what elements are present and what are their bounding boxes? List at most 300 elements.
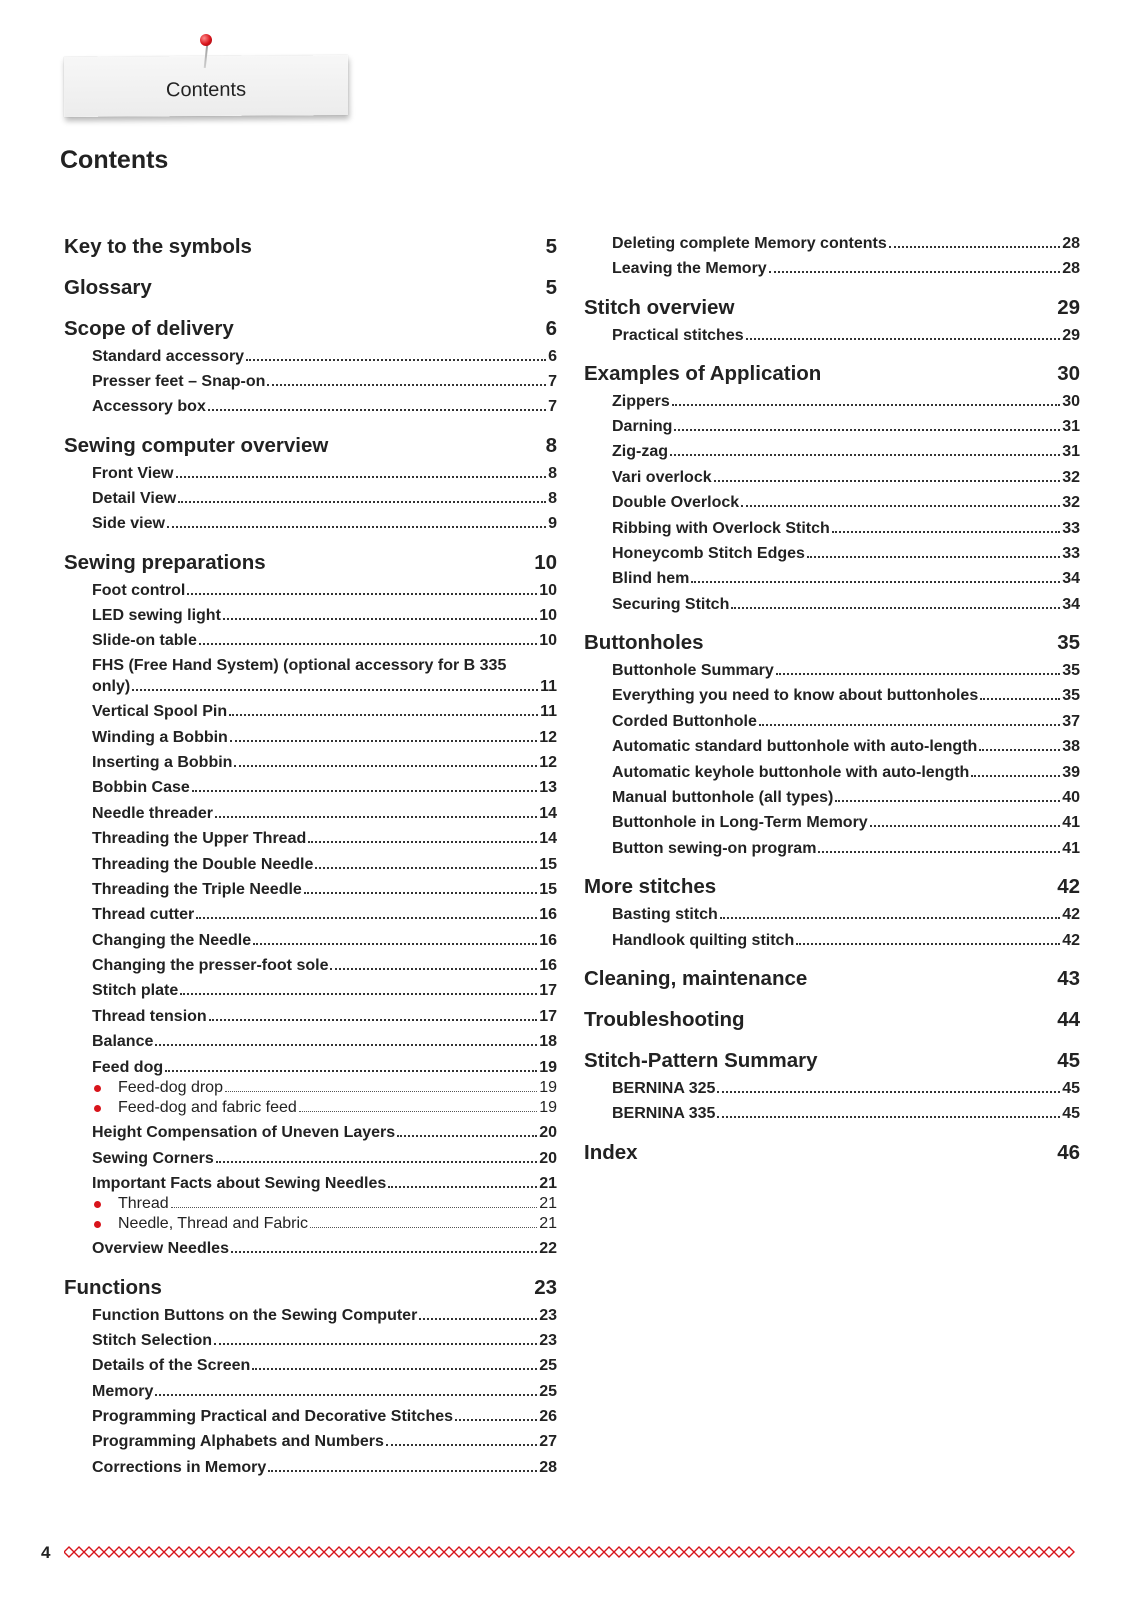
toc-entry-title: Side view (92, 515, 165, 532)
dot-leader (230, 740, 537, 742)
dot-leader (176, 476, 547, 478)
toc-entry[interactable] (64, 754, 557, 772)
toc-section[interactable] (584, 1049, 1080, 1073)
toc-entry[interactable] (584, 932, 1080, 950)
toc-page-number: 11 (540, 678, 557, 695)
toc-entry-title: Threading the Upper Thread (92, 830, 307, 847)
toc-entry-title: Changing the Needle (92, 932, 252, 949)
toc-section[interactable] (584, 296, 1080, 320)
toc-entry-title: Deleting complete Memory contents (612, 235, 887, 252)
toc-entry-title: BERNINA 325 (612, 1080, 716, 1097)
toc-page-number: 22 (539, 1240, 557, 1257)
toc-entry[interactable] (584, 906, 1080, 924)
dot-leader (209, 1019, 538, 1021)
toc-entry-title: Stitch overview (584, 296, 735, 319)
pushpin-icon (200, 34, 212, 46)
toc-page-number: 20 (539, 1150, 557, 1167)
toc-entry-title: Details of the Screen (92, 1357, 251, 1374)
dot-leader (308, 841, 537, 843)
dot-leader (889, 246, 1060, 248)
dot-leader (155, 1394, 537, 1396)
toc-entry[interactable] (64, 1033, 557, 1051)
toc-entry[interactable] (584, 443, 1080, 461)
toc-entry-title: Programming Practical and Decorative Stitches (92, 1408, 454, 1425)
toc-page-number: 25 (539, 1383, 557, 1400)
toc-entry-title: Blind hem (612, 570, 690, 587)
toc-page-number: 6 (545, 317, 557, 340)
toc-page-number: 10 (539, 632, 557, 649)
dot-leader (199, 643, 537, 645)
toc-page-number: 32 (1062, 469, 1080, 486)
toc-entry[interactable] (64, 779, 557, 797)
toc-page-number: 13 (539, 779, 557, 796)
toc-entry-title: Scope of delivery (64, 317, 234, 340)
toc-page-number: 18 (539, 1033, 557, 1050)
dot-leader (455, 1419, 537, 1421)
toc-entry-title: Stitch Selection (92, 1332, 213, 1349)
toc-entry-title: Standard accessory (92, 348, 245, 365)
toc-page-number: 23 (534, 1276, 557, 1299)
dot-leader (246, 359, 546, 361)
toc-section[interactable] (64, 551, 557, 575)
toc-entry-title: LED sewing light (92, 607, 221, 624)
toc-entry-title: Handlook quilting stitch (612, 932, 795, 949)
toc-page-number: 42 (1062, 932, 1080, 949)
toc-page-number: 12 (539, 754, 557, 771)
toc-entry[interactable] (64, 1433, 557, 1451)
dot-leader (807, 556, 1060, 558)
toc-entry[interactable] (64, 703, 557, 721)
toc-page-number: 46 (1057, 1141, 1080, 1164)
toc-page-number: 21 (539, 1175, 557, 1192)
dot-leader (165, 1070, 537, 1072)
toc-entry-title: More stitches (584, 875, 717, 898)
toc-page-number: 15 (539, 856, 557, 873)
dot-leader (214, 1343, 537, 1345)
toc-entry-title: Bobbin Case (92, 779, 190, 796)
toc-entry[interactable] (64, 1124, 557, 1142)
toc-entry[interactable] (64, 1175, 557, 1193)
toc-entry[interactable] (64, 490, 557, 508)
toc-page-number: 33 (1062, 545, 1080, 562)
dot-leader (315, 867, 537, 869)
toc-entry[interactable] (64, 1357, 557, 1375)
toc-entry[interactable] (64, 465, 557, 483)
toc-section[interactable] (584, 631, 1080, 655)
dot-leader (971, 775, 1060, 777)
toc-entry-title: only) (92, 678, 131, 695)
toc-entry-title: Automatic keyhole buttonhole with auto-length (612, 764, 970, 781)
dot-leader (253, 943, 537, 945)
toc-entry[interactable] (64, 678, 557, 696)
toc-bullet-entry[interactable] (64, 1079, 557, 1097)
toc-entry[interactable] (64, 1332, 557, 1350)
toc-page-number: 38 (1062, 738, 1080, 755)
toc-entry-line1: FHS (Free Hand System) (optional accessory for B 335 (92, 657, 507, 674)
toc-entry[interactable] (64, 632, 557, 650)
toc-entry-title: Threading the Double Needle (92, 856, 314, 873)
toc-page-number: 30 (1057, 362, 1080, 385)
dot-leader (769, 271, 1061, 273)
toc-entry[interactable] (584, 662, 1080, 680)
toc-page-number: 29 (1062, 327, 1080, 344)
toc-entry-title: Key to the symbols (64, 235, 252, 258)
toc-entry-title: Needle, Thread and Fabric (118, 1215, 309, 1232)
toc-page-number: 28 (1062, 260, 1080, 277)
dot-leader (216, 1161, 537, 1163)
toc-page-number: 16 (539, 932, 557, 949)
dot-leader (759, 724, 1060, 726)
toc-page-number: 32 (1062, 494, 1080, 511)
toc-entry[interactable] (64, 1008, 557, 1026)
toc-entry-title: Manual buttonhole (all types) (612, 789, 834, 806)
toc-entry[interactable] (64, 398, 557, 416)
page-title: Contents (60, 146, 169, 174)
toc-page-number: 9 (548, 515, 557, 532)
toc-page-number: 42 (1062, 906, 1080, 923)
toc-bullet-entry[interactable] (64, 1215, 557, 1233)
dot-leader (979, 749, 1060, 751)
dot-leader (397, 1135, 537, 1137)
toc-entry-title: Practical stitches (612, 327, 744, 344)
toc-entry[interactable] (584, 418, 1080, 436)
dot-leader (229, 714, 538, 716)
dot-leader (155, 1044, 537, 1046)
toc-entry-title: Foot control (92, 582, 186, 599)
toc-entry[interactable] (64, 830, 557, 848)
toc-entry[interactable] (64, 1459, 557, 1477)
toc-entry-title: Functions (64, 1276, 162, 1299)
toc-entry[interactable] (584, 687, 1080, 705)
toc-entry-title: Threading the Triple Needle (92, 881, 302, 898)
toc-page-number: 39 (1062, 764, 1080, 781)
toc-entry-title: Height Compensation of Uneven Layers (92, 1124, 396, 1141)
toc-entry[interactable] (584, 764, 1080, 782)
toc-page-number: 25 (539, 1357, 557, 1374)
dot-leader (980, 698, 1060, 700)
dot-leader (192, 790, 537, 792)
toc-entry-title: Winding a Bobbin (92, 729, 228, 746)
toc-bullet-entry[interactable] (64, 1099, 557, 1117)
toc-page-number: 43 (1057, 967, 1080, 990)
toc-page-number: 45 (1057, 1049, 1080, 1072)
toc-entry-title: Inserting a Bobbin (92, 754, 233, 771)
dot-leader (299, 1111, 537, 1112)
toc-entry-title: Sewing computer overview (64, 434, 329, 457)
dot-leader (746, 338, 1061, 340)
toc-page-number: 29 (1057, 296, 1080, 319)
toc-entry-title: Thread tension (92, 1008, 207, 1025)
dot-leader (208, 409, 546, 411)
toc-page-number: 5 (545, 235, 557, 258)
toc-entry[interactable] (64, 373, 557, 391)
toc-entry[interactable] (584, 789, 1080, 807)
toc-bullet-entry[interactable] (64, 1195, 557, 1213)
toc-entry[interactable] (64, 348, 557, 366)
dot-leader (672, 404, 1060, 406)
toc-page-number: 14 (539, 830, 557, 847)
dot-leader (717, 1091, 1060, 1093)
toc-entry-title: Function Buttons on the Sewing Computer (92, 1307, 418, 1324)
toc-entry-title: Double Overlock (612, 494, 740, 511)
dot-leader (304, 892, 537, 894)
toc-entry-title: Feed-dog drop (118, 1079, 223, 1096)
toc-page-number: 44 (1057, 1008, 1080, 1031)
toc-entry-title: Corded Buttonhole (612, 713, 757, 730)
toc-entry-title: Thread (118, 1195, 169, 1212)
toc-entry[interactable] (584, 393, 1080, 411)
toc-entry-title: BERNINA 335 (612, 1105, 716, 1122)
toc-page-number: 7 (548, 373, 557, 390)
dot-leader (388, 1186, 537, 1188)
toc-entry[interactable] (64, 932, 557, 950)
toc-page-number: 20 (539, 1124, 557, 1141)
toc-entry[interactable] (584, 327, 1080, 345)
toc-entry-title: Front View (92, 465, 174, 482)
toc-page-number: 31 (1062, 443, 1080, 460)
toc-section[interactable] (584, 362, 1080, 386)
dot-leader (674, 429, 1060, 431)
toc-entry-title: Basting stitch (612, 906, 718, 923)
toc-entry[interactable] (584, 520, 1080, 538)
toc-page-number: 45 (1062, 1105, 1080, 1122)
toc-entry-title: Detail View (92, 490, 177, 507)
toc-section[interactable] (584, 1008, 1080, 1032)
toc-entry-title: Vertical Spool Pin (92, 703, 228, 720)
toc-section[interactable] (584, 1141, 1080, 1165)
toc-page-number: 14 (539, 805, 557, 822)
toc-entry-title: Overview Needles (92, 1240, 229, 1257)
toc-page-number: 28 (539, 1459, 557, 1476)
dot-leader (252, 1368, 537, 1370)
toc-entry[interactable] (64, 582, 557, 600)
toc-entry-title: Ribbing with Overlock Stitch (612, 520, 830, 537)
toc-section[interactable] (584, 967, 1080, 991)
toc-section[interactable] (64, 434, 557, 458)
toc-entry-title: Buttonhole in Long-Term Memory (612, 814, 868, 831)
toc-entry[interactable] (584, 840, 1080, 858)
toc-entry-title: Stitch plate (92, 982, 179, 999)
dot-leader (267, 384, 546, 386)
toc-entry[interactable] (584, 235, 1080, 253)
dot-leader (870, 825, 1061, 827)
toc-entry-title: Corrections in Memory (92, 1459, 267, 1476)
toc-section[interactable] (64, 1276, 557, 1300)
dot-leader (215, 816, 537, 818)
toc-page-number: 23 (539, 1332, 557, 1349)
dot-leader (231, 1251, 537, 1253)
toc-entry[interactable] (584, 545, 1080, 563)
toc-entry[interactable] (584, 1105, 1080, 1123)
bullet-icon (94, 1085, 101, 1092)
toc-entry[interactable] (64, 1383, 557, 1401)
toc-page-number: 8 (548, 465, 557, 482)
toc-section[interactable] (64, 235, 557, 259)
toc-page-number: 10 (534, 551, 557, 574)
toc-entry[interactable] (64, 906, 557, 924)
toc-entry[interactable] (64, 957, 557, 975)
toc-page-number: 10 (539, 607, 557, 624)
toc-entry-title: Memory (92, 1383, 154, 1400)
dot-leader (386, 1444, 537, 1446)
dot-leader (178, 501, 546, 503)
toc-page-number: 35 (1057, 631, 1080, 654)
toc-page-number: 11 (540, 703, 557, 720)
toc-entry-title: Changing the presser-foot sole (92, 957, 329, 974)
toc-page-number: 16 (539, 957, 557, 974)
toc-page-number: 41 (1062, 840, 1080, 857)
dot-leader (132, 689, 538, 691)
toc-page-number: 19 (539, 1079, 557, 1096)
toc-entry-title: Leaving the Memory (612, 260, 767, 277)
dot-leader (714, 480, 1061, 482)
toc-entry[interactable] (584, 494, 1080, 512)
toc-page-number: 15 (539, 881, 557, 898)
toc-entry-title: Glossary (64, 276, 152, 299)
toc-entry-title: Index (584, 1141, 638, 1164)
toc-entry[interactable] (584, 1080, 1080, 1098)
toc-entry-title: Important Facts about Sewing Needles (92, 1175, 387, 1192)
toc-entry[interactable] (584, 570, 1080, 588)
dot-leader (832, 531, 1060, 533)
toc-entry[interactable] (584, 713, 1080, 731)
toc-entry-title: Needle threader (92, 805, 213, 822)
toc-entry-title: Button sewing-on program (612, 840, 817, 857)
toc-page-number: 16 (539, 906, 557, 923)
toc-entry-title: Feed-dog and fabric feed (118, 1099, 297, 1116)
dot-leader (187, 593, 537, 595)
toc-page-number: 30 (1062, 393, 1080, 410)
dot-leader (234, 765, 537, 767)
dot-leader (167, 526, 546, 528)
toc-entry[interactable] (584, 814, 1080, 832)
toc-entry[interactable] (64, 515, 557, 533)
stitch-border-icon (64, 1545, 1080, 1559)
toc-page-number: 8 (548, 490, 557, 507)
toc-page-number: 35 (1062, 687, 1080, 704)
toc-page-number: 31 (1062, 418, 1080, 435)
toc-page-number: 42 (1057, 875, 1080, 898)
toc-entry-title: Buttonhole Summary (612, 662, 774, 679)
toc-entry[interactable] (64, 729, 557, 747)
toc-page-number: 19 (539, 1099, 557, 1116)
toc-entry[interactable] (584, 596, 1080, 614)
dot-leader (225, 1091, 537, 1092)
toc-page-number: 6 (548, 348, 557, 365)
toc-entry[interactable] (584, 469, 1080, 487)
toc-entry[interactable] (64, 805, 557, 823)
dot-leader (720, 917, 1060, 919)
dot-leader (818, 851, 1060, 853)
dot-leader (330, 968, 537, 970)
toc-entry[interactable] (64, 607, 557, 625)
toc-entry-title: Securing Stitch (612, 596, 730, 613)
toc-entry[interactable] (64, 856, 557, 874)
toc-entry-title: Accessory box (92, 398, 206, 415)
page-number: 4 (41, 1543, 51, 1562)
dot-leader (180, 993, 537, 995)
toc-page-number: 34 (1062, 596, 1080, 613)
dot-leader (670, 454, 1060, 456)
toc-entry-title: Sewing preparations (64, 551, 266, 574)
dot-leader (796, 943, 1060, 945)
toc-entry[interactable] (64, 1150, 557, 1168)
toc-page-number: 17 (539, 982, 557, 999)
toc-page-number: 27 (539, 1433, 557, 1450)
toc-entry-title: Zig-zag (612, 443, 668, 460)
toc-page-number: 17 (539, 1008, 557, 1025)
toc-entry-title: Slide-on table (92, 632, 197, 649)
toc-section[interactable] (584, 875, 1080, 899)
toc-entry[interactable] (64, 982, 557, 1000)
toc-entry[interactable] (64, 1307, 557, 1325)
dot-leader (731, 607, 1060, 609)
toc-page-number: 7 (548, 398, 557, 415)
toc-page-number: 19 (539, 1059, 557, 1076)
toc-page-number: 23 (539, 1307, 557, 1324)
dot-leader (835, 800, 1060, 802)
toc-page-number: 5 (545, 276, 557, 299)
toc-entry-title: Automatic standard buttonhole with auto-length (612, 738, 978, 755)
toc-entry-title: Darning (612, 418, 673, 435)
toc-page-number: 35 (1062, 662, 1080, 679)
toc-entry-title: Buttonholes (584, 631, 704, 654)
toc-page-number: 12 (539, 729, 557, 746)
toc-page-number: 37 (1062, 713, 1080, 730)
dot-leader (691, 581, 1060, 583)
toc-entry-title: Balance (92, 1033, 154, 1050)
bullet-icon (94, 1201, 101, 1208)
toc-section[interactable] (64, 317, 557, 341)
toc-entry-title: Zippers (612, 393, 670, 410)
bullet-icon (94, 1221, 101, 1228)
toc-page-number: 41 (1062, 814, 1080, 831)
dot-leader (171, 1207, 538, 1208)
toc-page-number: 26 (539, 1408, 557, 1425)
bullet-icon (94, 1105, 101, 1112)
toc-page-number: 33 (1062, 520, 1080, 537)
toc-page-number: 40 (1062, 789, 1080, 806)
dot-leader (268, 1470, 537, 1472)
toc-entry[interactable] (584, 738, 1080, 756)
toc-page-number: 34 (1062, 570, 1080, 587)
toc-entry-title: Presser feet – Snap-on (92, 373, 266, 390)
toc-entry-title: Troubleshooting (584, 1008, 745, 1031)
dot-leader (310, 1227, 537, 1228)
dot-leader (419, 1318, 537, 1320)
toc-page-number: 21 (539, 1215, 557, 1232)
toc-entry[interactable] (64, 1408, 557, 1426)
toc-entry-title: Vari overlock (612, 469, 712, 486)
note-label: Contents (165, 78, 247, 102)
toc-entry-title: Cleaning, maintenance (584, 967, 808, 990)
dot-leader (196, 917, 537, 919)
toc-entry-title: Thread cutter (92, 906, 195, 923)
toc-page-number: 28 (1062, 235, 1080, 252)
toc-entry[interactable] (64, 881, 557, 899)
toc-page-number: 21 (539, 1195, 557, 1212)
toc-entry-title: Programming Alphabets and Numbers (92, 1433, 384, 1450)
dot-leader (717, 1116, 1060, 1118)
toc-entry-title: Everything you need to know about buttonholes (612, 687, 979, 704)
toc-entry[interactable] (64, 1240, 557, 1258)
toc-section[interactable] (64, 276, 557, 300)
toc-entry[interactable] (64, 1059, 557, 1077)
toc-page-number: 45 (1062, 1080, 1080, 1097)
toc-entry-title: Stitch-Pattern Summary (584, 1049, 818, 1072)
toc-page-number: 8 (545, 434, 557, 457)
toc-entry[interactable] (584, 260, 1080, 278)
